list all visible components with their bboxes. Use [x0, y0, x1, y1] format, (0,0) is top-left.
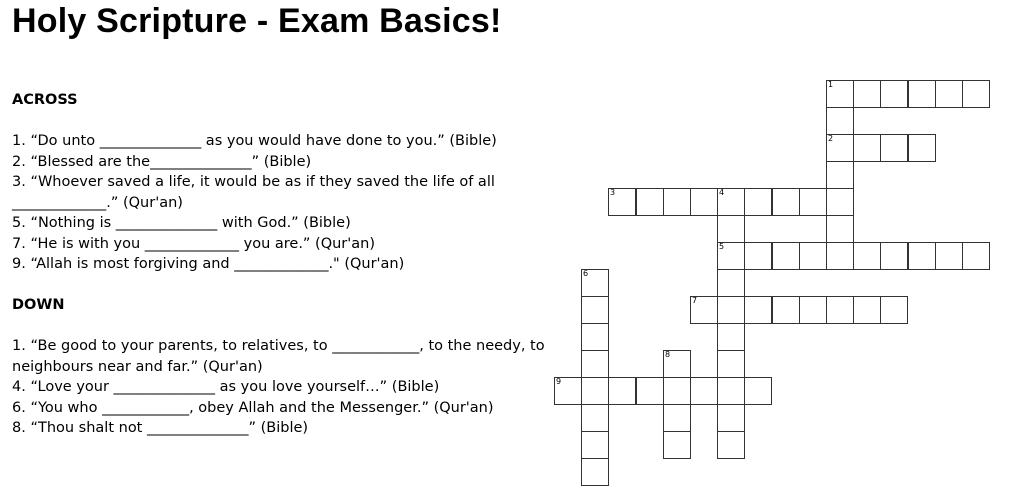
clue-number: 5 [719, 242, 725, 251]
grid-cell[interactable] [799, 296, 827, 324]
grid-cell[interactable] [772, 296, 800, 324]
grid-cell[interactable] [581, 296, 609, 324]
grid-cell[interactable] [826, 296, 854, 324]
grid-cell[interactable] [717, 296, 745, 324]
clue-number: 7 [692, 296, 698, 305]
grid-cell[interactable] [799, 188, 827, 216]
clue-across-3: 3. “Whoever saved a life, it would be as if they saved the life of all _____________.” (Qur'an) [12, 174, 495, 211]
grid-cell[interactable] [826, 215, 854, 243]
grid-cell[interactable] [826, 134, 854, 162]
grid-cell[interactable] [744, 377, 772, 405]
grid-cell[interactable] [717, 404, 745, 432]
grid-cell[interactable] [663, 404, 691, 432]
clue-down-8: 8. “Thou shalt not ______________” (Bible) [12, 420, 309, 436]
grid-cell[interactable] [608, 377, 636, 405]
grid-cell[interactable] [880, 296, 908, 324]
grid-cell[interactable] [799, 242, 827, 270]
grid-cell[interactable] [581, 458, 609, 486]
across-heading: ACROSS [12, 92, 78, 108]
grid-cell[interactable] [826, 161, 854, 189]
grid-cell[interactable] [636, 188, 664, 216]
grid-cell[interactable] [962, 242, 990, 270]
grid-cell[interactable] [581, 269, 609, 297]
clue-across-2: 2. “Blessed are the______________” (Bible) [12, 153, 312, 170]
clue-number: 3 [610, 188, 616, 197]
grid-cell[interactable] [608, 188, 636, 216]
grid-cell[interactable] [826, 107, 854, 135]
grid-cell[interactable] [853, 134, 881, 162]
grid-cell[interactable] [690, 296, 718, 324]
grid-cell[interactable] [717, 350, 745, 378]
grid-cell[interactable] [853, 296, 881, 324]
grid-cell[interactable] [935, 80, 963, 108]
grid-cell[interactable] [880, 242, 908, 270]
grid-cell[interactable] [717, 323, 745, 351]
grid-cell[interactable] [717, 269, 745, 297]
grid-cell[interactable] [581, 350, 609, 378]
grid-cell[interactable] [826, 242, 854, 270]
grid-cell[interactable] [554, 377, 582, 405]
down-heading: DOWN [12, 297, 65, 313]
grid-cell[interactable] [853, 242, 881, 270]
clue-across-9: 9. “Allah is most forgiving and _____________." (Qur'an) [12, 256, 405, 272]
grid-cell[interactable] [908, 134, 936, 162]
clue-down-6: 6. “You who ____________, obey Allah and the Messenger.” (Qur'an) [12, 399, 494, 416]
grid-cell[interactable] [744, 188, 772, 216]
grid-cell[interactable] [962, 80, 990, 108]
clue-number: 4 [719, 188, 725, 197]
grid-cell[interactable] [826, 188, 854, 216]
grid-cell[interactable] [908, 80, 936, 108]
grid-cell[interactable] [717, 188, 745, 216]
grid-cell[interactable] [717, 377, 745, 405]
grid-cell[interactable] [663, 431, 691, 459]
grid-cell[interactable] [636, 377, 664, 405]
clue-across-7: 7. “He is with you _____________ you are.” (Qur'an) [12, 235, 375, 252]
clue-across-5: 5. “Nothing is ______________ with God.” (Bible) [12, 215, 351, 231]
grid-cell[interactable] [935, 242, 963, 270]
grid-cell[interactable] [908, 242, 936, 270]
grid-cell[interactable] [772, 188, 800, 216]
grid-cell[interactable] [717, 215, 745, 243]
page-title: Holy Scripture - Exam Basics! [12, 2, 502, 40]
grid-cell[interactable] [690, 377, 718, 405]
clue-number: 2 [828, 134, 834, 143]
grid-cell[interactable] [717, 242, 745, 270]
clue-across-1: 1. “Do unto ______________ as you would have done to you.” (Bible) [12, 133, 497, 149]
grid-cell[interactable] [744, 296, 772, 324]
grid-cell[interactable] [744, 242, 772, 270]
grid-cell[interactable] [581, 404, 609, 432]
grid-cell[interactable] [880, 80, 908, 108]
clue-number: 8 [665, 350, 671, 359]
grid-cell[interactable] [581, 377, 609, 405]
grid-cell[interactable] [717, 431, 745, 459]
grid-cell[interactable] [581, 323, 609, 351]
clue-number: 6 [583, 269, 589, 278]
grid-cell[interactable] [663, 377, 691, 405]
grid-cell[interactable] [826, 80, 854, 108]
grid-cell[interactable] [663, 350, 691, 378]
grid-cell[interactable] [581, 431, 609, 459]
grid-cell[interactable] [772, 242, 800, 270]
clue-down-1: 1. “Be good to your parents, to relatives, to ____________, to the needy, to neighbours near and far.” (Qur'an) [12, 338, 545, 375]
grid-cell[interactable] [880, 134, 908, 162]
clue-down-4: 4. “Love your ______________ as you love yourself…” (Bible) [12, 379, 440, 395]
grid-cell[interactable] [690, 188, 718, 216]
grid-cell[interactable] [853, 80, 881, 108]
grid-cell[interactable] [663, 188, 691, 216]
clue-number: 1 [828, 80, 834, 89]
clue-number: 9 [556, 377, 562, 386]
